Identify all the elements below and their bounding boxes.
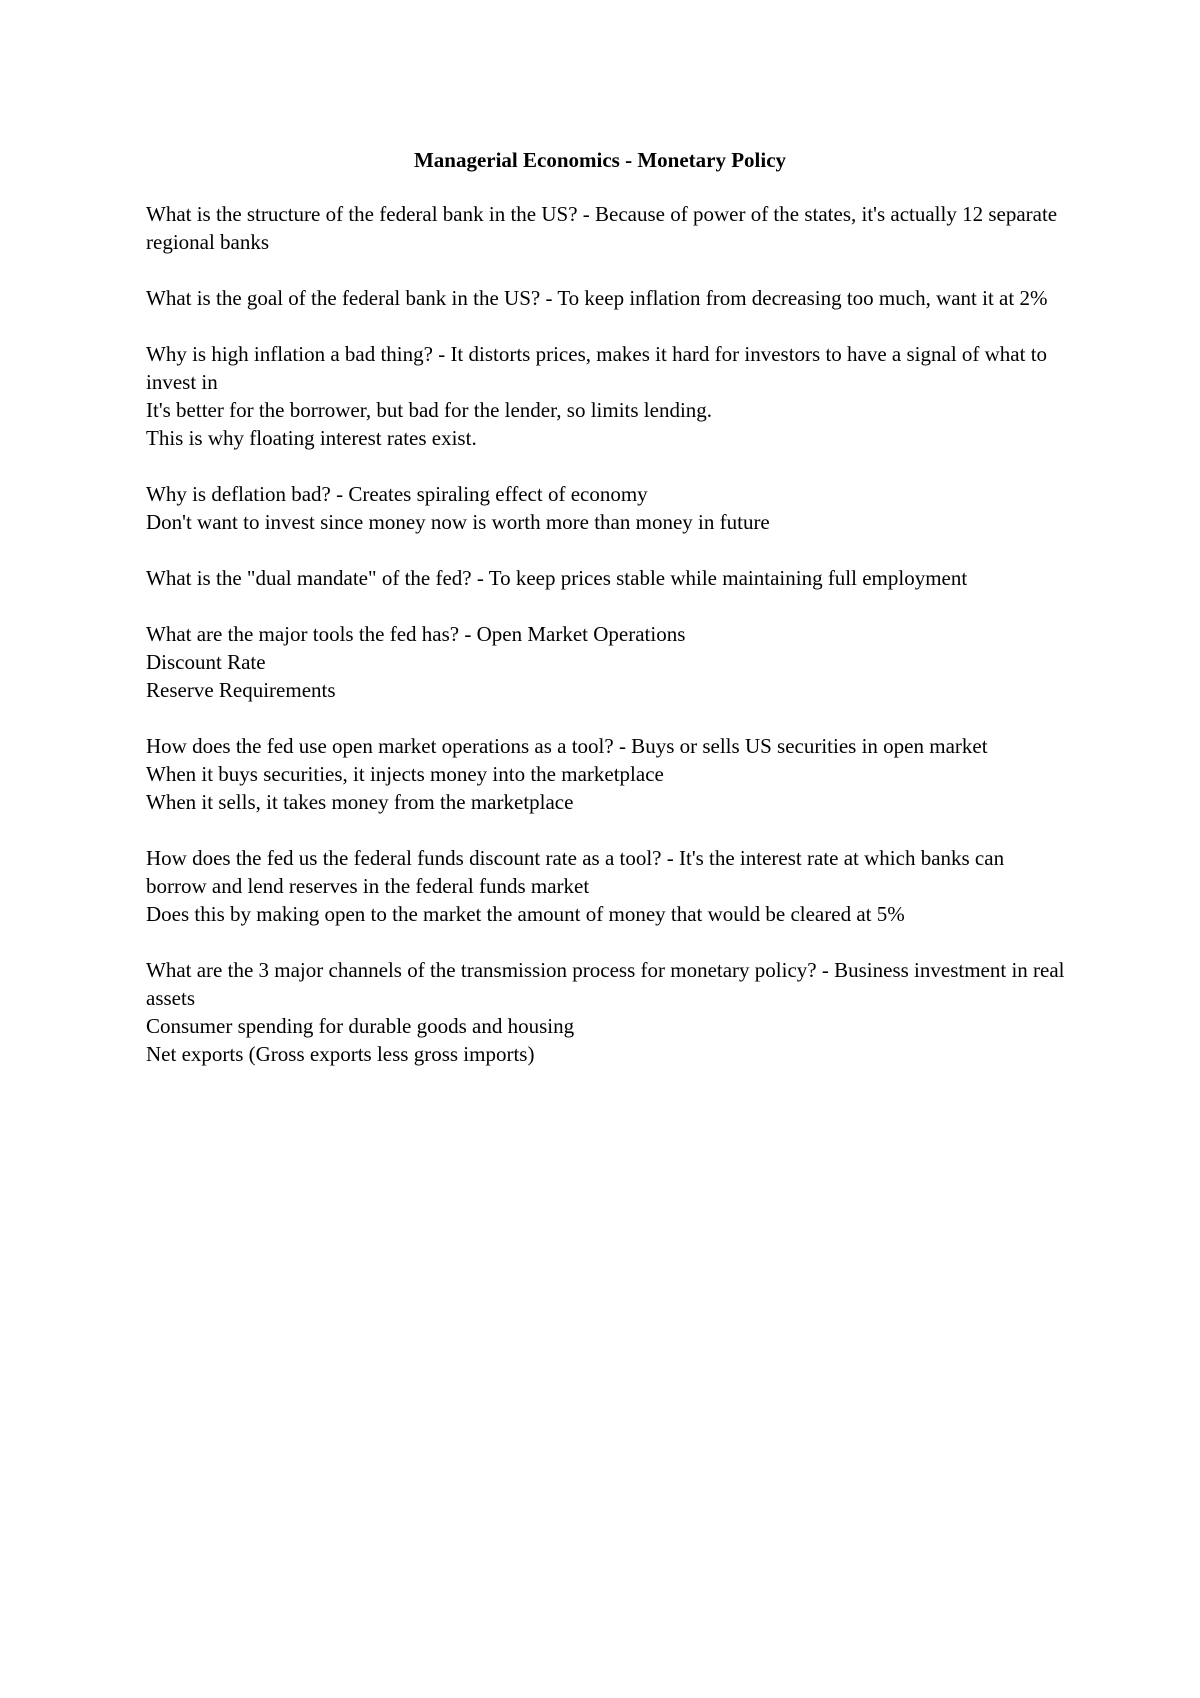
qa-line: Consumer spending for durable goods and housing [146,1014,575,1038]
qa-line: How does the fed us the federal funds discount rate as a tool? - It's the interest rate at which banks can borrow and lend reserves in the federal funds market [146,846,1005,898]
qa-line: This is why floating interest rates exist. [146,426,477,450]
qa-line: What are the major tools the fed has? - Open Market Operations [146,622,686,646]
qa-line: Discount Rate [146,650,266,674]
qa-item-1 [146,200,1066,256]
qa-line: When it buys securities, it injects money into the marketplace [146,762,664,786]
qa-line: What is the goal of the federal bank in the US? - To keep inflation from decreasing too much, want it at 2% [146,286,1048,310]
document-body [146,200,1066,1096]
qa-item-6 [146,620,1066,704]
qa-item-2 [146,284,1066,312]
qa-item-4 [146,480,1066,536]
qa-item-9 [146,956,1066,1068]
document-title: Managerial Economics - Monetary Policy [413,148,787,172]
qa-item-8 [146,844,1066,928]
qa-line: Does this by making open to the market the amount of money that would be cleared at 5% [146,902,905,926]
qa-line: When it sells, it takes money from the marketplace [146,790,574,814]
qa-item-3 [146,340,1066,452]
qa-line: Why is deflation bad? - Creates spiraling effect of economy [146,482,648,506]
qa-line: It's better for the borrower, but bad for the lender, so limits lending. [146,398,713,422]
qa-line: What is the structure of the federal bank in the US? - Because of power of the states, it's actually 12 separate regional banks [146,202,1058,254]
qa-line: Reserve Requirements [146,678,336,702]
qa-item-7 [146,732,1066,816]
qa-line: What is the "dual mandate" of the fed? - To keep prices stable while maintaining full employment [146,566,968,590]
qa-line: Don't want to invest since money now is worth more than money in future [146,510,770,534]
qa-line: How does the fed use open market operations as a tool? - Buys or sells US securities in open market [146,734,988,758]
qa-line: Net exports (Gross exports less gross imports) [146,1042,535,1066]
qa-item-5 [146,564,1066,592]
qa-line: What are the 3 major channels of the transmission process for monetary policy? - Business investment in real assets [146,958,1065,1010]
qa-line: Why is high inflation a bad thing? - It distorts prices, makes it hard for investors to have a signal of what to invest in [146,342,1048,394]
